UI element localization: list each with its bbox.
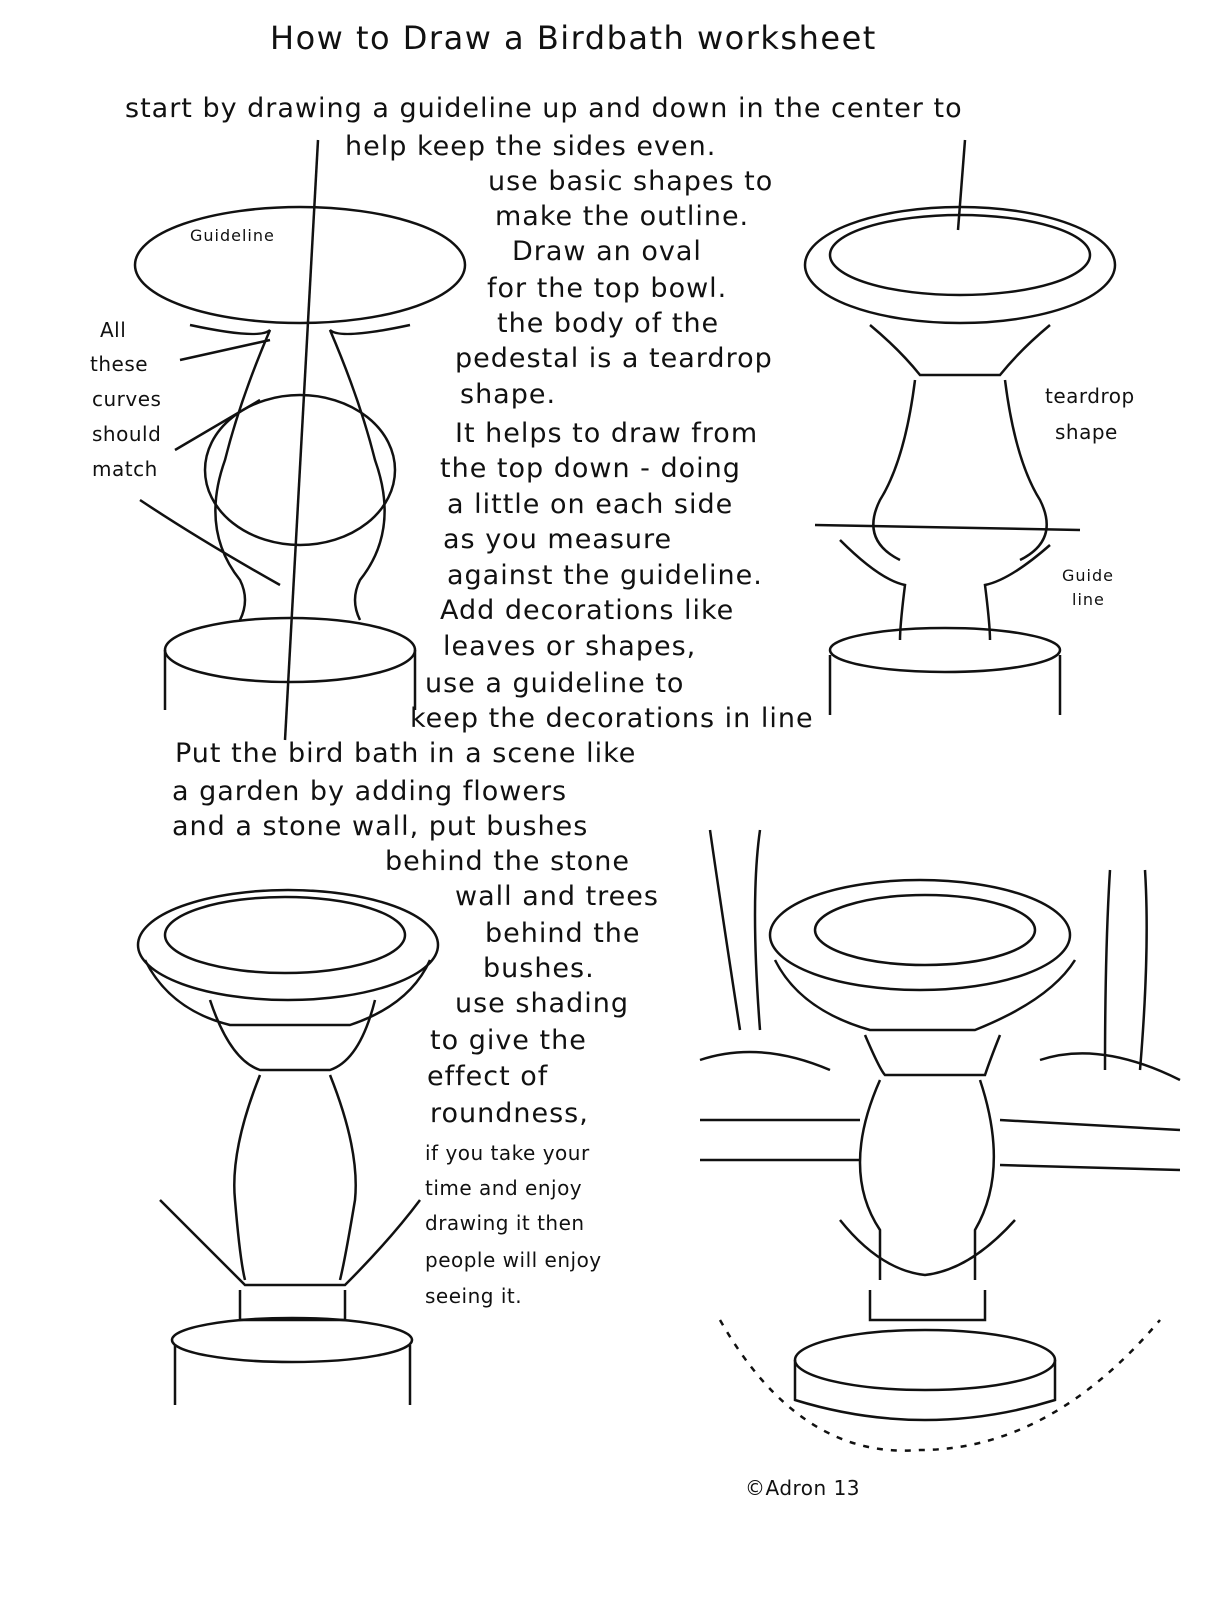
instruction-line: if you take your	[425, 1141, 590, 1165]
curves-label: match	[92, 457, 158, 481]
instruction-line: to give the	[430, 1025, 587, 1056]
instruction-line: effect of	[427, 1061, 549, 1092]
instruction-line: drawing it then	[425, 1211, 585, 1235]
instruction-line: behind the stone	[385, 846, 630, 877]
instruction-line: Draw an oval	[512, 236, 702, 267]
instruction-line: It helps to draw from	[455, 418, 759, 449]
instruction-line: leaves or shapes,	[443, 631, 697, 662]
teardrop-label: shape	[1055, 420, 1118, 444]
curves-label: should	[92, 422, 162, 446]
instruction-line: a little on each side	[447, 489, 734, 520]
sketch-guideline-birdbath	[135, 140, 465, 740]
instruction-line: and a stone wall, put bushes	[172, 811, 589, 842]
instruction-line: the body of the	[497, 308, 720, 339]
worksheet-title: How to Draw a Birdbath worksheet	[270, 19, 877, 57]
instruction-line: wall and trees	[455, 881, 659, 912]
instruction-line: use shading	[455, 988, 629, 1019]
signature: ©Adron 13	[745, 1476, 861, 1500]
instruction-line: pedestal is a teardrop	[455, 343, 773, 374]
instruction-line: as you measure	[443, 524, 673, 555]
instruction-line: time and enjoy	[425, 1176, 583, 1200]
instruction-line: the top down - doing	[440, 453, 741, 484]
guide-line-label: line	[1072, 590, 1105, 609]
instruction-line: help keep the sides even.	[345, 131, 717, 162]
curves-label: curves	[92, 387, 162, 411]
instruction-line: behind the	[485, 918, 641, 949]
instruction-line: use a guideline to	[425, 668, 685, 699]
instruction-line: use basic shapes to	[488, 166, 774, 197]
instruction-line: seeing it.	[425, 1284, 523, 1308]
instruction-line: roundness,	[430, 1098, 589, 1129]
instruction-line: keep the decorations in line	[410, 703, 814, 734]
curves-label: All	[100, 318, 127, 342]
garden-scene-birdbath	[700, 830, 1180, 1451]
instruction-line: Put the bird bath in a scene like	[175, 738, 637, 769]
guideline-label: Guideline	[190, 226, 275, 245]
instruction-line: a garden by adding flowers	[172, 776, 568, 807]
instruction-line: start by drawing a guideline up and down in the center to	[125, 93, 963, 124]
teardrop-label: teardrop	[1045, 384, 1135, 408]
instruction-line: against the guideline.	[447, 560, 763, 591]
curves-label: these	[90, 352, 149, 376]
guide-line-label: Guide	[1062, 566, 1114, 585]
instruction-line: shape.	[460, 379, 557, 410]
instruction-line: Add decorations like	[440, 595, 735, 626]
instruction-line: for the top bowl.	[487, 273, 728, 304]
detailed-birdbath	[138, 890, 438, 1405]
instruction-line: make the outline.	[495, 201, 750, 232]
instruction-line: bushes.	[483, 953, 595, 984]
instruction-line: people will enjoy	[425, 1248, 602, 1272]
